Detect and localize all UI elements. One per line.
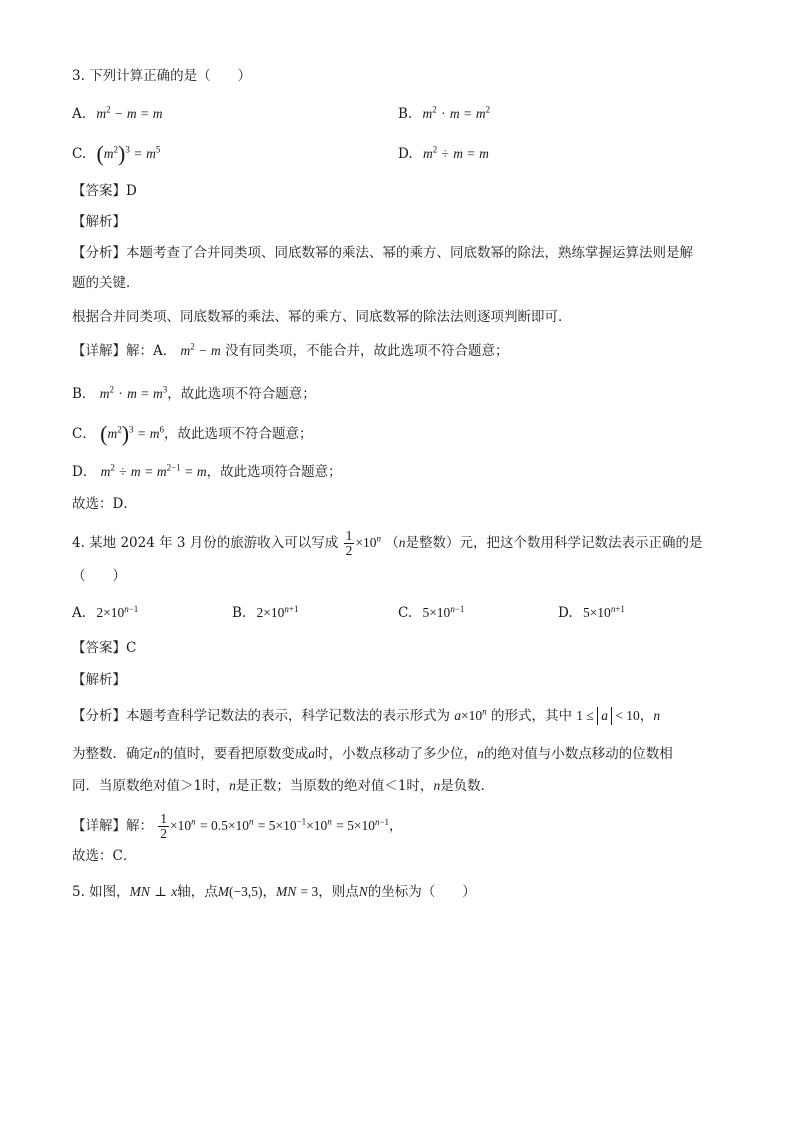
- q4-analysis-line1a: 【分析】本题考查科学记数法的表示，科学记数法的表示形式为: [72, 708, 450, 724]
- q3-option-b: B. $m^2 \cdot m = m^2$: [398, 104, 491, 122]
- q3-option-d: D. $m^2 \div m = m$: [398, 144, 489, 162]
- q4-line3a: 同．当原数绝对值＞1时，: [72, 778, 230, 794]
- q3-option-a-label: A.: [72, 106, 87, 122]
- q5-stem: 5. 如图，MN ⊥ x轴，点M(−3,5)，MN = 3，则点N的坐标为（ ）: [72, 884, 476, 900]
- q4-detail: 【详解】解： $\frac{1}{2}$ $\times 10^n = 0.5\times 10^n = 5\times 10^{-1}\times 10^n = 5\times 10^{n-1}$，: [72, 811, 403, 841]
- q3-option-c-label: C.: [72, 146, 87, 162]
- q3-option-d-label: D.: [398, 146, 413, 162]
- q4-stem-part1: 4. 某地 2024 年 3 月份的旅游收入可以写成: [72, 535, 339, 551]
- q3-option-b-label: B.: [398, 106, 413, 122]
- q4-conclusion: 故选：C．: [72, 848, 137, 864]
- q3-detail-b-prefix: B．: [72, 386, 96, 402]
- q4-line2d: 的绝对值与小数点移动的位数相: [483, 746, 673, 762]
- q3-detail-d-prefix: D．: [72, 464, 97, 480]
- q4-option-a-label: A.: [72, 605, 87, 621]
- q4-answer: 【答案】C: [72, 640, 137, 656]
- q4-stem-line2: （ ）: [72, 568, 126, 584]
- q4-line3b: 是正数；当原数的绝对值＜1时，: [235, 778, 434, 794]
- q5-stem-e: 的坐标为（ ）: [367, 884, 476, 900]
- q3-detail-c-prefix: C．: [72, 426, 96, 442]
- fraction-one-half-detail: $\frac{1}{2}$: [160, 811, 168, 841]
- q4-line2c: 时，小数点移动了多少位，: [315, 746, 477, 762]
- q4-option-a: A. $2\times 10^{n-1}$: [72, 603, 139, 621]
- q3-detail-c: C． $(m^2)^3 = m^6$，故此选项不符合题意；: [72, 421, 313, 446]
- q4-option-c: C. $5\times 10^{n-1}$: [398, 603, 465, 621]
- q4-stem-part3: 是整数）元，把这个数用科学记数法表示正确的是: [405, 535, 703, 551]
- q4-analysis-line3: 同．当原数绝对值＞1时，n是正数；当原数的绝对值＜1时，n是负数．: [72, 778, 495, 794]
- q4-stem-part2: （: [385, 535, 399, 551]
- q3-detail-d: D． $m^2 \div m = m^{2-1} = m$，故此选项符合题意；: [72, 462, 342, 480]
- q3-analysis-line3: 根据合并同类项、同底数幂的乘法、幂的乘方、同底数幂的除法法则逐项判断即可．: [72, 309, 572, 325]
- q5-stem-a: 5. 如图，: [72, 884, 130, 900]
- q5-stem-b: 轴，点: [177, 884, 218, 900]
- q4-analysis-line1: 【分析】本题考查科学记数法的表示，科学记数法的表示形式为 $a\times 10^n$ 的形式，其中 1 ≤ a < 10，n: [72, 706, 661, 724]
- q3-analysis-title: 【解析】: [72, 214, 126, 230]
- q3-detail-d-text: ，故此选项符合题意；: [206, 464, 342, 480]
- q4-option-b: B. $2\times 10^{n+1}$: [232, 603, 299, 621]
- q3-option-a: A. $m^2 - m = m$: [72, 104, 163, 122]
- q4-detail-prefix: 【详解】解：: [72, 818, 153, 834]
- q4-analysis-line1b: 的形式，其中: [490, 708, 572, 724]
- q3-detail-a-text: 没有同类项，不能合并，故此选项不符合题意；: [225, 343, 509, 359]
- q4-option-d: D. $5\times 10^{n+1}$: [558, 603, 625, 621]
- q4-analysis-title: 【解析】: [72, 672, 126, 688]
- q4-analysis-line2: 为整数．确定n的值时，要看把原数变成a时，小数点移动了多少位，n的绝对值与小数点移动的位数相: [72, 746, 673, 762]
- fraction-one-half: $\frac{1}{2}$: [345, 528, 353, 558]
- q4-stem: 4. 某地 2024 年 3 月份的旅游收入可以写成 $\frac{1}{2}$ $\times 10^n$ （n是整数）元，把这个数用科学记数法表示正确的是: [72, 528, 703, 558]
- q3-detail-b: B． $m^2 \cdot m = m^3$，故此选项不符合题意；: [72, 384, 316, 402]
- q4-line2a: 为整数．确定: [72, 746, 153, 762]
- q3-detail-b-text: ，故此选项不符合题意；: [167, 386, 316, 402]
- q4-option-d-label: D.: [558, 605, 573, 621]
- q4-option-b-label: B.: [232, 605, 247, 621]
- q3-answer: 【答案】D: [72, 183, 137, 199]
- q3-stem: 3. 下列计算正确的是（ ）: [72, 68, 252, 84]
- q3-detail-prefix: 【详解】解：A．: [72, 343, 177, 359]
- q4-detail-suffix: ，: [389, 818, 403, 834]
- q3-option-c: C. $(m^2)^3 = m^5$: [72, 141, 161, 166]
- q3-analysis-line1: 【分析】本题考查了合并同类项、同底数幂的乘法、幂的乘方、同底数幂的除法，熟练掌握运算法则是解: [72, 245, 693, 261]
- q4-line2b: 的值时，要看把原数变成: [159, 746, 309, 762]
- q5-stem-d: ，则点: [318, 884, 359, 900]
- q3-analysis-line2: 题的关键．: [72, 275, 140, 291]
- q3-conclusion: 故选：D．: [72, 496, 137, 512]
- q4-option-c-label: C.: [398, 605, 413, 621]
- q4-line3c: 是负数．: [440, 778, 495, 794]
- q3-detail-a: 【详解】解：A． $m^2 - m$ 没有同类项，不能合并，故此选项不符合题意；: [72, 341, 509, 359]
- q3-detail-c-text: ，故此选项不符合题意；: [164, 426, 313, 442]
- q5-stem-c: ，: [262, 884, 276, 900]
